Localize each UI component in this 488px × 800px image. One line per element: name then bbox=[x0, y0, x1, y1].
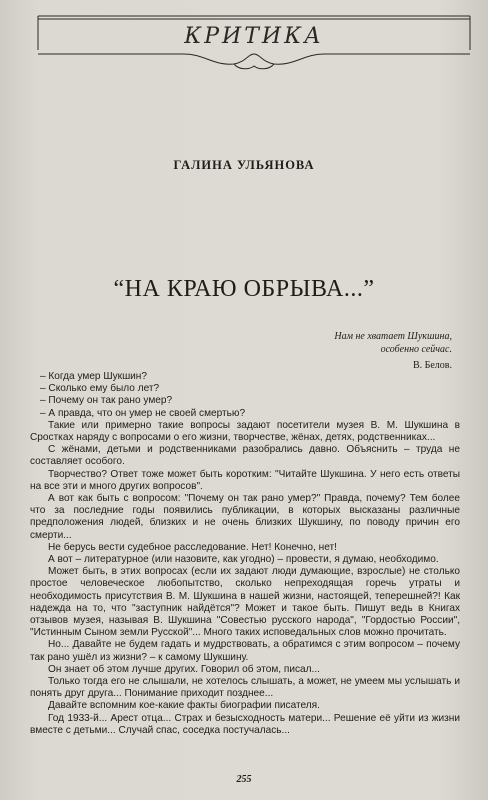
paragraph: Только тогда его не слышали, не хотелось слышать, а может, не умеем мы услышать и понять друг друга... Понимание приходит позднее... bbox=[30, 676, 460, 700]
paragraph: Может быть, в этих вопросах (если их задают люди думающие, взрослые) не столько простое человеческое любопытство, сколько непреходящая горечь утраты и необходимость присутствия В. М. Шукшина в нашей жизни, настоящей, теперешней?! Как надежда на то, что "заступник найдётся"? Может и такое быть. Пишут ведь в Книгах отзывов музея, называя В. Шукшина "Совестью русского народа", "Гордостью России", "Истинным Сыном земли Русской"... Много таких исповедальных слов можно прочитать. bbox=[30, 566, 460, 639]
paragraph: А вот – литературное (или назовите, как угодно) – провести, я думаю, необходимо. bbox=[48, 554, 439, 566]
epigraph-attribution: В. Белов. bbox=[412, 360, 452, 371]
page-number: 255 bbox=[236, 774, 252, 785]
section-title: КРИТИКА bbox=[184, 24, 324, 49]
paragraph: Давайте вспомним кое-какие факты биографии писателя. bbox=[48, 700, 320, 712]
paragraph: Год 1933-й... Арест отца... Страх и безысходность матери... Решение её уйти из жизни вместе с детьми... Случай спас, соседка постучалась... bbox=[30, 712, 460, 736]
article-title: “НА КРАЮ ОБРЫВА...” bbox=[113, 276, 375, 302]
author-name: ГАЛИНА УЛЬЯНОВА bbox=[173, 158, 315, 172]
article-body bbox=[30, 371, 460, 737]
paragraph: Такие или примерно такие вопросы задают посетители музея В. М. Шукшина в Сростках наряду с вопросами о его жизни, творчестве, жёнах, детях, родственниках... bbox=[30, 419, 460, 444]
paragraph: А вот как быть с вопросом: "Почему он так рано умер?" Правда, почему? Тем более что за последние годы появились публикации, в которых высказаны различные предположения людей, близких и не очень близких Шукшину, по поводу причин его смерти... bbox=[30, 493, 460, 541]
epigraph bbox=[252, 330, 452, 372]
paragraph: Он знает об этом лучше других. Говорил об этом, писал... bbox=[48, 663, 320, 675]
dialogue-line: – Сколько ему было лет? bbox=[40, 383, 160, 395]
section-header bbox=[34, 10, 474, 72]
paragraph: Не берусь вести судебное расследование. Нет! Конечно, нет! bbox=[48, 541, 337, 553]
dialogue-line: – Почему он так рано умер? bbox=[40, 395, 173, 407]
epigraph-line-1: Нам не хватает Шукшина, bbox=[334, 331, 452, 342]
paragraph: С жёнами, детьми и родственниками разобрались давно. Объяснить – труда не составляет особого. bbox=[30, 444, 460, 468]
dialogue-line: – Когда умер Шукшин? bbox=[40, 371, 147, 382]
dialogue-line: – А правда, что он умер не своей смертью? bbox=[40, 407, 246, 419]
paragraph: Но... Давайте не будем гадать и мудрствовать, а обратимся с этим вопросом – почему так рано ушёл из жизни? – к самому Шукшину. bbox=[30, 639, 460, 663]
epigraph-line-2: особенно сейчас. bbox=[380, 344, 452, 355]
paragraph: Творчество? Ответ тоже может быть коротким: "Читайте Шукшина. У него есть ответы на все эти и много других вопросов". bbox=[30, 468, 460, 492]
